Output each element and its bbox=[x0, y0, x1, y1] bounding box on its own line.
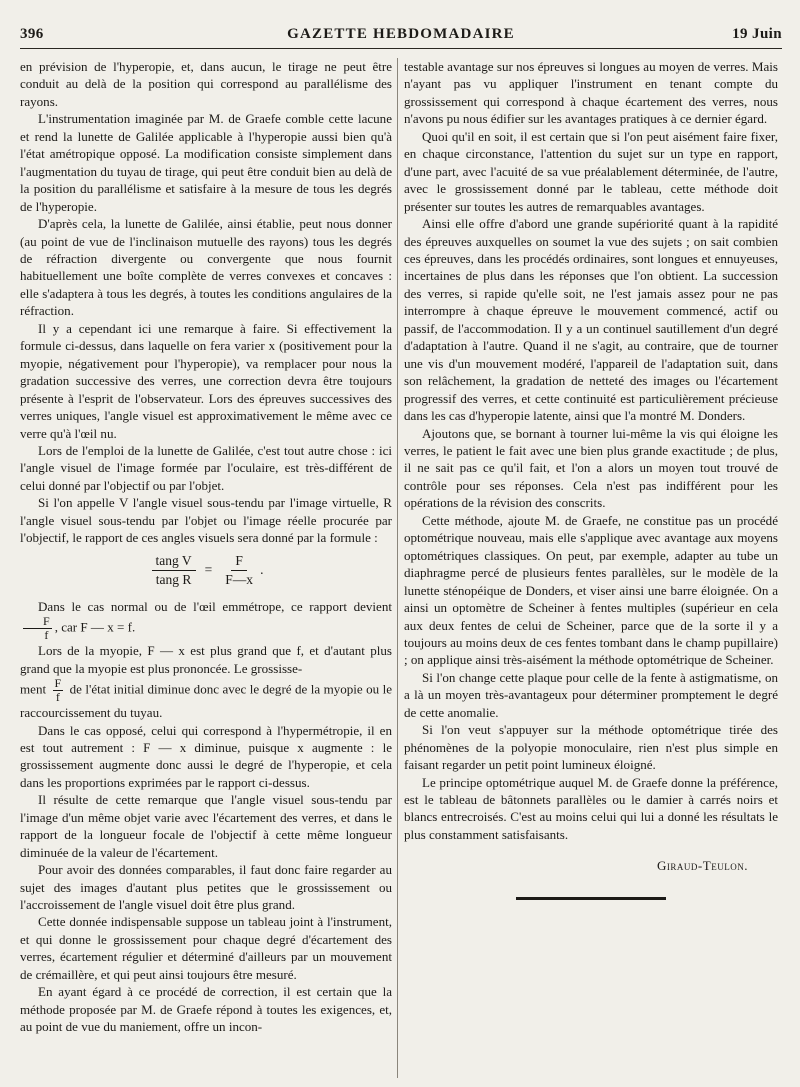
paragraph: Cette méthode, ajoute M. de Graefe, ne constitue pas un procédé optométrique nouveau, mais elle s'applique avec avantage aux moyens optométriques classiques. On peut, par exemple, adapter au tube un diaphragme percé de plusieurs fentes parallèles, sur le modèle de la lunette sténopéique de Donders, et viser ainsi une barre éloignée. On a ainsi un optomètre de Scheiner à fentes multiples (supérieur en cela aux deux fentes de celui de Scheiner, parce que de la sorte il y a toujours au moins deux de ces fentes tombant dans le champ pupillaire) ; on applique ainsi très-aisément la méthode optométrique de Scheiner. bbox=[404, 512, 778, 668]
paragraph: Le principe optométrique auquel M. de Graefe donne la préférence, est le tableau de bâtonnets parallèles ou le damier à carrés noirs et blancs entrecroisés. C'est au moins celui qui lui a donné les résultats le plus constamment satisfaisants. bbox=[404, 774, 778, 842]
formula-lhs-denominator: tang R bbox=[155, 571, 192, 587]
right-column bbox=[404, 58, 778, 1078]
page-header bbox=[20, 26, 782, 49]
issue-date: 19 Juin bbox=[732, 26, 782, 42]
paragraph: Il y a cependant ici une remarque à faire. Si effectivement la formule ci-dessus, dans laquelle on fera varier x (positivement pour la myopie, négativement pour l'hyperopie), va remplacer pour nous la gradation successive des verres, une correction devra être toujours présente à l'esprit de l'observateur. Lors des épreuves successives des verres uniques, l'angle visuel est approximativement le même avec ce verre qu'à l'œil nu. bbox=[20, 320, 392, 441]
paragraph: Ajoutons que, se bornant à tourner lui-même la vis qui éloigne les verres, le patient le fait avec une bien plus grande exactitude ; de plus, il ne sait pas ce qu'il fait, et l'on a alors un moyen tout trouvé de contrôle pour ses réponses. Cela n'est pas indifférent pour les opérations de la révision des conscrits. bbox=[404, 425, 778, 511]
paragraph: Si l'on veut s'appuyer sur la méthode optométrique tirée des phénomènes de la polyopie monoculaire, rien n'est plus simple en faisant regarder un petit point lumineux éloigné. bbox=[404, 722, 778, 773]
fraction-denominator: f bbox=[44, 628, 49, 643]
paragraph: Ainsi elle offre d'abord une grande supériorité quant à la rapidité des épreuves auxquelles on soumet la vue des sujets ; on sait combien ces épreuves, dans les procédés ordinaires, sont longues et ennuyeuses, incertaines de plus dans les réponses que l'on obtient. La succession des verres, si rapide qu'elle soit, ne l'est jamais assez pour ne pas interrompre à chaque épreuve le mouvement commencé, actif ou passif, de l'accommodation. Il y a un continuel sautillement d'un degré d'adaptation à l'autre. Quand il ne s'agit, au contraire, que de tourner une vis d'un mouvement modéré, l'appareil de l'adaptation suit, dans son relâchement, la gradation de netteté des images ou l'écartement progressif des verres, et cette continuité est particulièrement précieuse dans les cas d'hyperopie latente, ainsi que l'a montré M. Donders. bbox=[404, 216, 778, 424]
paragraph: L'instrumentation imaginée par M. de Graefe comble cette lacune et rend la lunette de Galilée applicable à l'hyperopie aussi bien qu'à l'état amétropique opposé. La modification consiste simplement dans l'augmentation du tuyau de tirage, qui peut être conduit bien au delà de la position du parallélisme et satisfaire à la mesure de tous les degrés de l'hyperopie. bbox=[20, 111, 392, 214]
column-divider bbox=[397, 58, 398, 1078]
ratio-formula bbox=[20, 553, 392, 588]
formula-equals: = bbox=[204, 562, 213, 578]
paragraph: Si l'on appelle V l'angle visuel sous-tendu par l'image virtuelle, R l'angle visuel sous-tendu par l'objet ou l'image réelle procurée par l'objectif, le rapport de ces angles visuels sera donné par la formule : bbox=[20, 495, 392, 546]
inline-fraction bbox=[53, 677, 64, 704]
paragraph: testable avantage sur nos épreuves si longues au moyen de verres. Mais n'ayant pas vu appliquer l'instrument en tenant compte du grossissement qui correspond à chaque écartement des verres, nous n'avons pu nous édifier sur les avantages pratiques à ce dernier égard. bbox=[404, 59, 778, 127]
fraction-numerator: F bbox=[23, 615, 52, 629]
formula-lhs-fraction bbox=[152, 553, 196, 588]
author-signature: Giraud-Teulon. bbox=[657, 858, 748, 874]
text-run: ment bbox=[20, 681, 47, 697]
formula-period: . bbox=[260, 562, 264, 578]
text-run: , car F — x = f. bbox=[54, 619, 136, 635]
paragraph: en prévision de l'hyperopie, et, dans aucun, le tirage ne peut être conduit au delà de la position qui correspond au parallélisme des rayons. bbox=[20, 59, 392, 109]
inline-fraction bbox=[23, 615, 52, 642]
paragraph: Si l'on change cette plaque pour celle de la fente à astigmatisme, on a là un moyen très-avantageux pour déterminer promptement le degré de cette anomalie. bbox=[404, 669, 778, 720]
paragraph: Lors de l'emploi de la lunette de Galilée, c'est tout autre chose : ici l'angle visuel de l'image formée par l'oculaire, est très-différent de celui donné par l'objectif ou par l'objet. bbox=[20, 442, 392, 493]
paragraph: Quoi qu'il en soit, il est certain que si l'on peut aisément faire fixer, en chaque circonstance, l'attention du sujet sur un type en rapport, d'une part, avec l'acuité de sa vue préalablement déterminée, de l'autre, avec le grossissement donné par le tableau, cette méthode doit présenter sur toutes les autres de remarquables avantages. bbox=[404, 128, 778, 214]
end-rule bbox=[516, 897, 666, 900]
formula-rhs-numerator: F bbox=[231, 553, 247, 571]
text-run: de l'état initial diminue donc avec le degré de la myopie ou le raccourcissement du tuyau. bbox=[20, 681, 392, 721]
publication-title: GAZETTE HEBDOMADAIRE bbox=[287, 26, 515, 42]
paragraph: Dans le cas opposé, celui qui correspond à l'hypermétropie, il en est tout autrement : F — x diminue, puisque x augmente : le grossissement augmente donc aussi le degré de l'hyperopie, et cela dans les proportions exprimées par le rapport ci-dessus. bbox=[20, 722, 392, 790]
formula-rhs-denominator: F—x bbox=[225, 571, 254, 587]
paragraph: D'après cela, la lunette de Galilée, ainsi établie, peut nous donner (au point de vue de l'inclinaison mutuelle des rayons) tous les degrés de réfraction divergente ou convergente que nous fournit habituellement une boîte complète de verres convexes et concaves : elle s'adaptera à tous les degrés, à toutes les conditions angulaires de la réfraction. bbox=[20, 216, 392, 319]
paragraph bbox=[20, 677, 392, 721]
page-number: 396 bbox=[20, 26, 44, 42]
paragraph: Cette donnée indispensable suppose un tableau joint à l'instrument, et qui donne le grossissement pour chaque degré d'écartement des verres, écartement régulier et déterminé d'ailleurs par un mouvement de crémaillère, et qui peut ainsi toujours être mesuré. bbox=[20, 914, 392, 982]
paragraph: Il résulte de cette remarque que l'angle visuel sous-tendu par l'image d'un même objet varie avec l'écartement des verres, et dans le rapport de la longueur focale de l'objectif à cette même longueur diminuée de la valeur de l'écartement. bbox=[20, 792, 392, 860]
paragraph bbox=[20, 598, 392, 642]
fraction-denominator: f bbox=[55, 690, 60, 705]
formula-rhs-fraction bbox=[221, 553, 257, 588]
paragraph: En ayant égard à ce procédé de correction, il est certain que la méthode proposée par M. de Graefe répond à toutes les exigences, et, au point de vue du maniement, offre un incon- bbox=[20, 984, 392, 1035]
paragraph: Lors de la myopie, F — x est plus grand que f, et d'autant plus grand que la myopie est plus prononcée. Le grossisse- bbox=[20, 643, 392, 676]
left-column bbox=[20, 58, 392, 1078]
fraction-numerator: F bbox=[54, 676, 62, 691]
paragraph: Pour avoir des données comparables, il faut donc faire regarder au sujet des images d'autant plus petites que le grossissement ou l'accroissement de l'angle visuel doit être plus grand. bbox=[20, 862, 392, 913]
formula-lhs-numerator: tang V bbox=[152, 553, 196, 571]
text-run: Dans le cas normal ou de l'œil emmétrope, ce rapport devient bbox=[38, 598, 392, 614]
